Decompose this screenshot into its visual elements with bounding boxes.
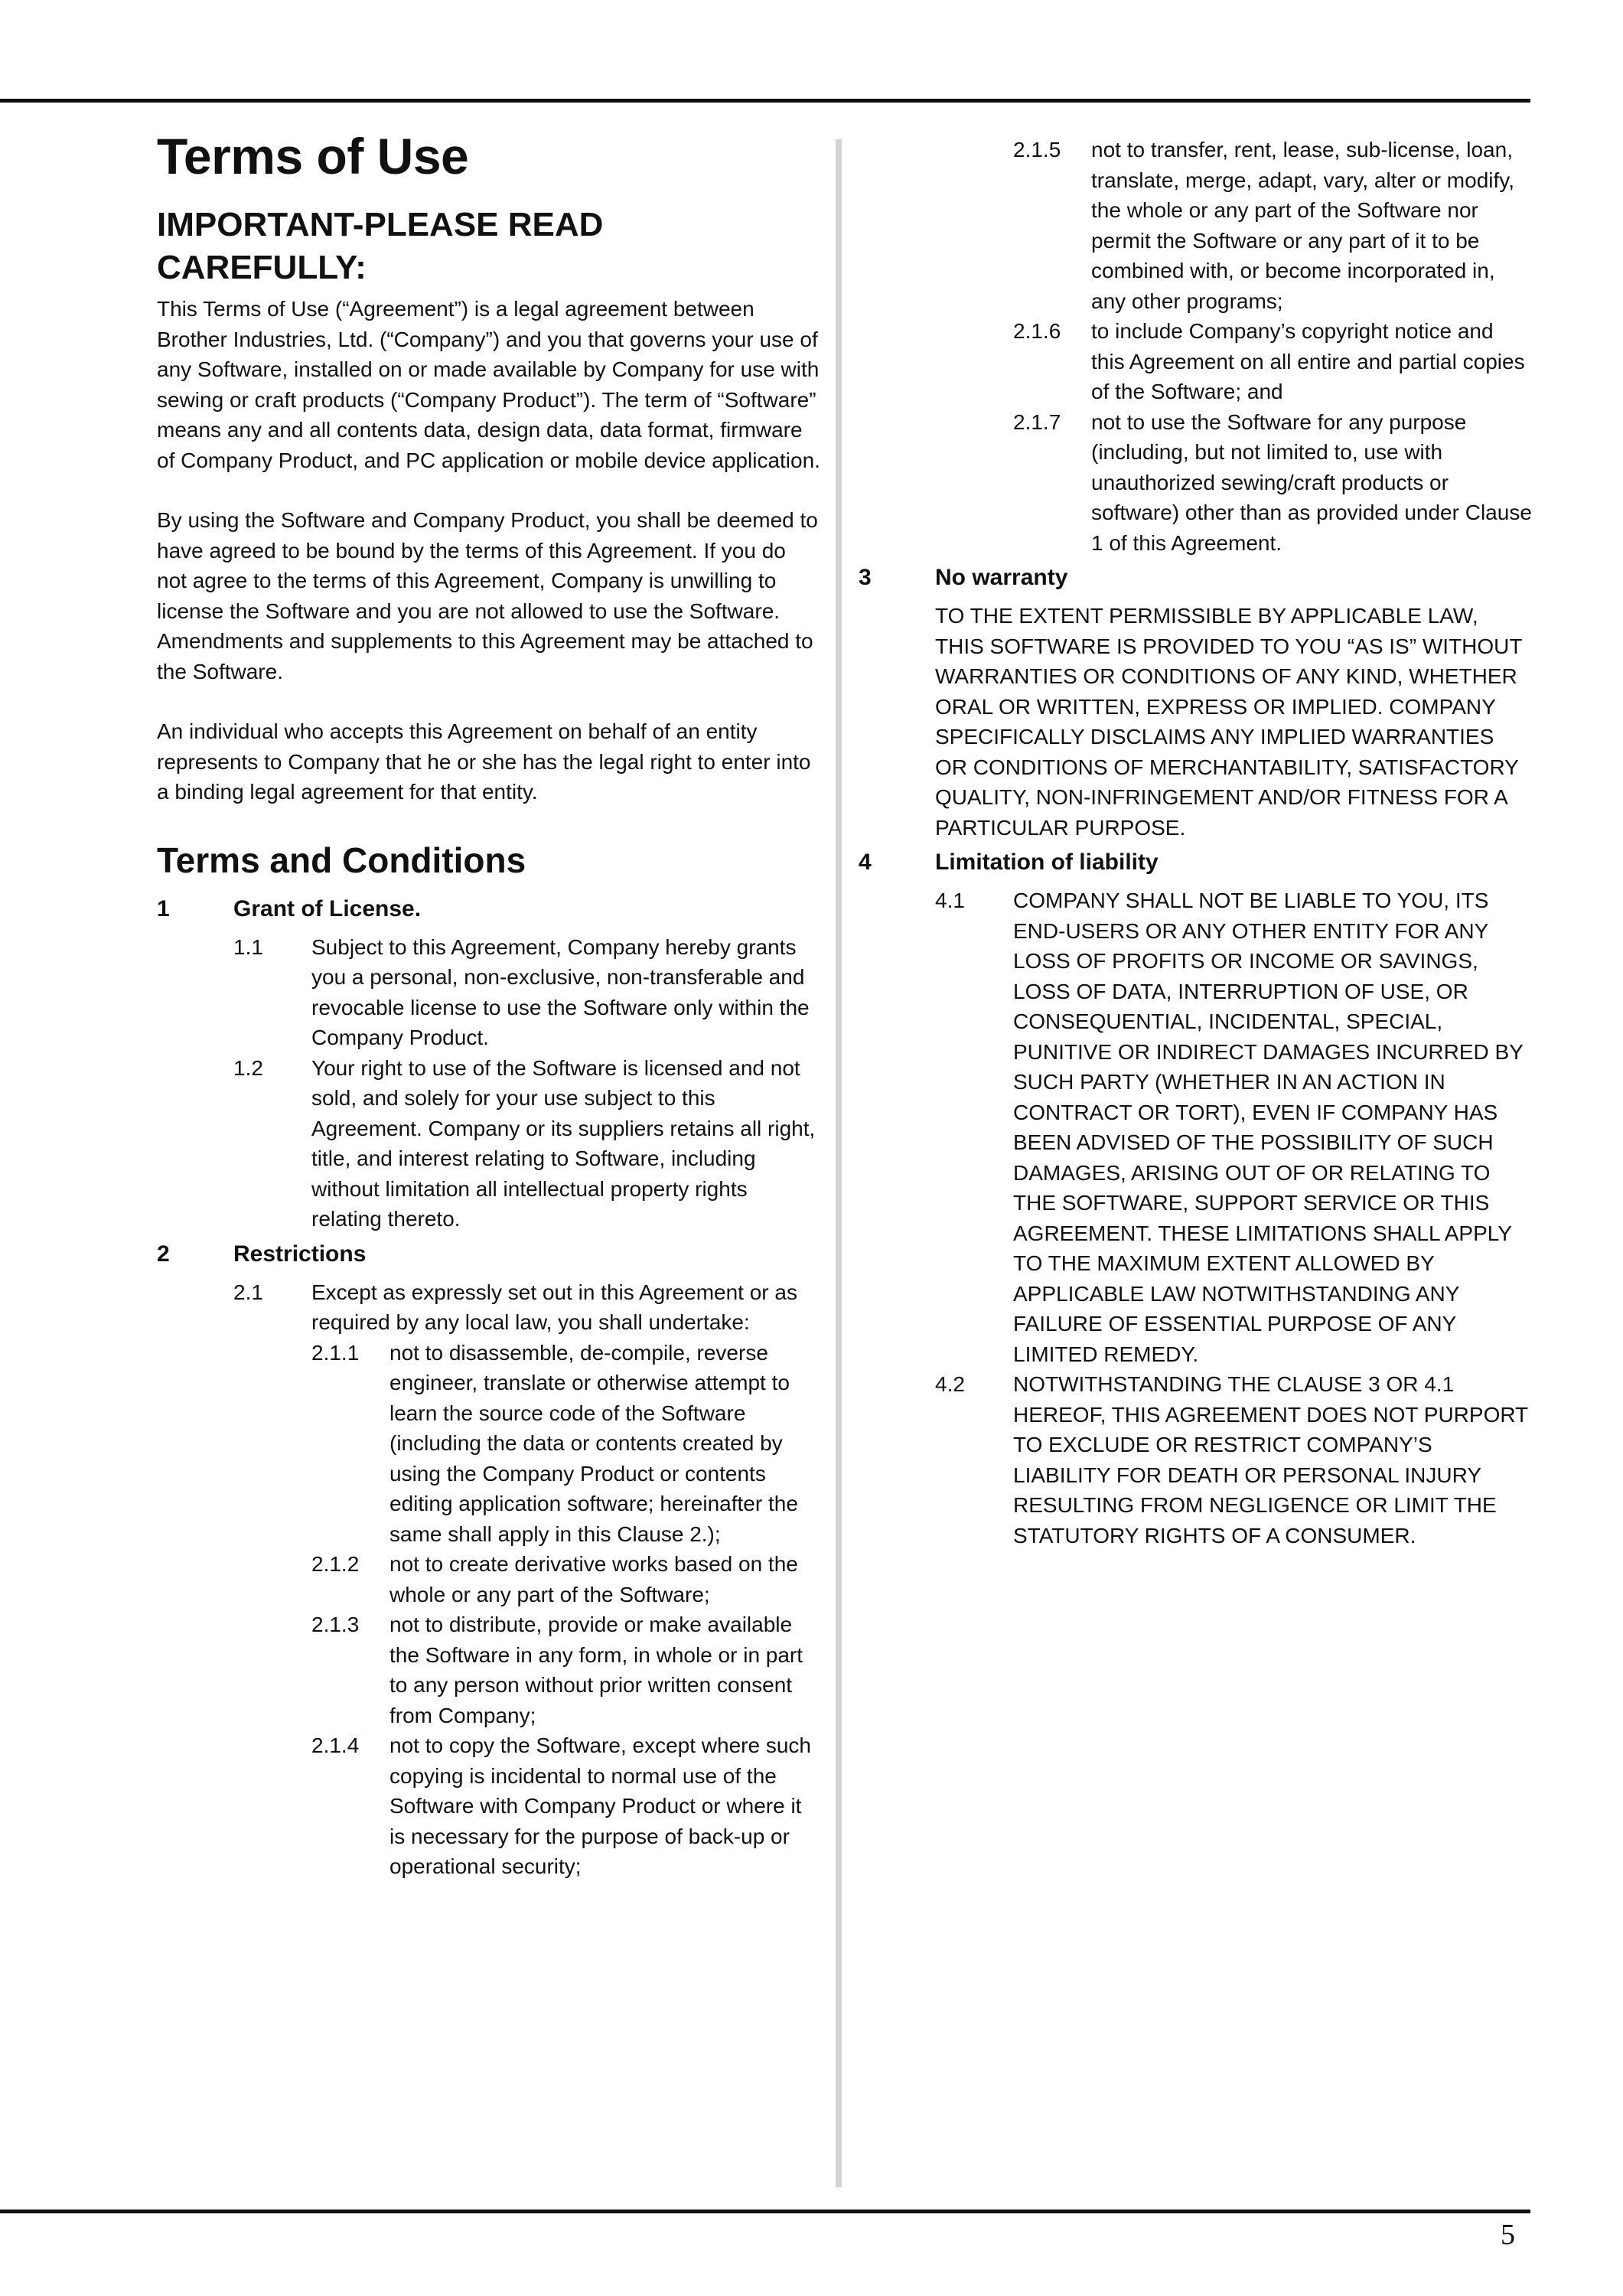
clause-2-1-2 [311,1549,821,1609]
clause-number: 1.2 [233,1055,263,1080]
section-1-heading [157,894,821,925]
clause-1-1 [233,932,821,1053]
left-column [157,129,821,1882]
clause-number: 2.1.1 [311,1340,360,1365]
section-number: 4 [859,850,872,875]
clause-text: not to disassemble, de-compile, reverse engineer, translate or otherwise attempt to learn the source code of the Software (including the data or contents created by using the Company Product or contents editing application software; hereinafter the same shall apply in this Clause 2.); [389,1340,798,1546]
clause-1-2 [233,1053,821,1234]
clause-text: not to transfer, rent, lease, sub-license, loan, translate, merge, adapt, vary, alter or modify, the whole or any part of the Software nor permit the Software or any part of it to be combined with, or become incorporated in, any other programs; [1091,138,1514,313]
section-2-heading [157,1239,821,1270]
clause-4-2 [935,1369,1532,1551]
clause-text: NOTWITHSTANDING THE CLAUSE 3 OR 4.1 HEREOF, THIS AGREEMENT DOES NOT PURPORT TO EXCLUDE OR RESTRICT COMPANY’S LIABILITY FOR DEATH OR PERSONAL INJURY RESULTING FROM NEGLIGENCE OR LIMIT THE STATUTORY RIGHTS OF A CONSUMER. [1013,1372,1528,1548]
clause-number: 2.1.7 [1013,409,1061,434]
column-divider [836,139,842,2187]
clause-number: 2.1.4 [311,1733,360,1757]
clause-number: 2.1.3 [311,1613,360,1636]
intro-paragraph-1: This Terms of Use (“Agreement”) is a legal agreement between Brother Industries, Ltd. (“Company”) and you that governs your use of any Software, installed on or made available by Company for use with sewing or craft products (“Company Product”). The term of “Software” means any and all contents data, design data, data format, firmware of Company Product, and PC application or mobile device application. [157,297,820,472]
clause-2-1-3 [311,1609,821,1730]
clause-text: COMPANY SHALL NOT BE LIABLE TO YOU, ITS END-USERS OR ANY OTHER ENTITY FOR ANY LOSS OF PROFITS OR INCOME OR SAVINGS, LOSS OF DATA, INTERRUPTION OF USE, OR CONSEQUENTIAL, INCIDENTAL, SPECIAL, PUNITIVE OR INDIRECT DAMAGES INCURRED BY SUCH PARTY (WHETHER IN AN ACTION IN CONTRACT OR TORT), EVEN IF COMPANY HAS BEEN ADVISED OF THE POSSIBILITY OF SUCH DAMAGES, ARISING OUT OF OR RELATING TO THE SOFTWARE, SUPPORT SERVICE OR THIS AGREEMENT. THESE LIMITATIONS SHALL APPLY TO THE MAXIMUM EXTENT ALLOWED BY APPLICABLE LAW NOTWITHSTANDING ANY FAILURE OF ESSENTIAL PURPOSE OF ANY LIMITED REMEDY. [1013,889,1524,1366]
intro-paragraph-2: By using the Software and Company Product, you shall be deemed to have agreed to be bound by the terms of this Agreement. If you do not agree to the terms of this Agreement, Company is unwilling to license the Software and you are not allowed to use the Software. Amendments and supplements to this Agreement may be attached to the Software. [157,508,818,683]
clause-2-1-7 [1013,407,1532,559]
section-number: 1 [157,895,170,921]
clause-number: 2.1 [233,1280,263,1304]
section-title: Limitation of liability [935,850,1159,875]
section-number: 2 [157,1241,170,1267]
top-rule [0,99,1530,103]
clause-2-1 [233,1277,821,1338]
clause-2-1-6 [1013,316,1532,407]
bottom-rule [0,2210,1530,2213]
right-column [859,135,1532,1551]
important-heading: IMPORTANT-PLEASE READ CAREFULLY: [157,206,604,286]
intro-paragraph-3: An individual who accepts this Agreement on behalf of an entity represents to Company that he or she has the legal right to enter into a binding legal agreement for that entity. [157,719,811,804]
clause-text: not to copy the Software, except where such copying is incidental to normal use of the Software with Company Product or where it is necessary for the purpose of back-up or operational security; [389,1733,811,1878]
clause-number: 2.1.2 [311,1552,360,1576]
section-3-heading [859,563,1532,593]
clause-text: not to use the Software for any purpose (including, but not limited to, use with unauthorized sewing/craft products or software) other than as provided under Clause 1 of this Agreement. [1091,409,1532,555]
section-4-heading [859,847,1532,878]
section-number: 3 [859,565,872,590]
clause-text: not to create derivative works based on the whole or any part of the Software; [389,1552,798,1606]
clause-text: Your right to use of the Software is licensed and not sold, and solely for your use subject to this Agreement. Company or its suppliers retains all right, title, and interest relating to Software, including without limitation all intellectual property rights relating thereto. [311,1055,816,1231]
section-title: No warranty [935,565,1068,590]
clause-text: Except as expressly set out in this Agreement or as required by any local law, you shall undertake: [311,1280,797,1334]
terms-heading: Terms and Conditions [157,840,526,880]
clause-text: Subject to this Agreement, Company hereby grants you a personal, non-exclusive, non-transferable and revocable license to use the Software only within the Company Product. [311,934,810,1049]
section-title: Grant of License. [233,895,422,921]
clause-number: 4.2 [935,1372,965,1396]
clause-number: 2.1.5 [1013,138,1061,161]
clause-number: 1.1 [233,934,263,959]
clause-number: 2.1.6 [1013,319,1061,343]
clause-2-1-1 [311,1338,821,1550]
clause-2-1-5 [1013,135,1532,316]
clause-text: not to distribute, provide or make available the Software in any form, in whole or in part to any person without prior written consent from Company; [389,1613,803,1727]
clause-4-1 [935,885,1532,1369]
section-title: Restrictions [233,1241,367,1267]
section-3-text: TO THE EXTENT PERMISSIBLE BY APPLICABLE LAW, THIS SOFTWARE IS PROVIDED TO YOU “AS IS” WITHOUT WARRANTIES OR CONDITIONS OF ANY KIND, WHETHER ORAL OR WRITTEN, EXPRESS OR IMPLIED. COMPANY SPECIFICALLY DISCLAIMS ANY IMPLIED WARRANTIES OR CONDITIONS OF MERCHANTABILITY, SATISFACTORY QUALITY, NON-INFRINGEMENT AND/OR FITNESS FOR A PARTICULAR PURPOSE. [935,604,1522,840]
page-title: Terms of Use [157,128,469,184]
clause-2-1-4 [311,1730,821,1882]
page-number: 5 [1501,2219,1515,2251]
clause-text: to include Company’s copyright notice and this Agreement on all entire and partial copies of the Software; and [1091,319,1525,403]
clause-number: 4.1 [935,889,965,912]
